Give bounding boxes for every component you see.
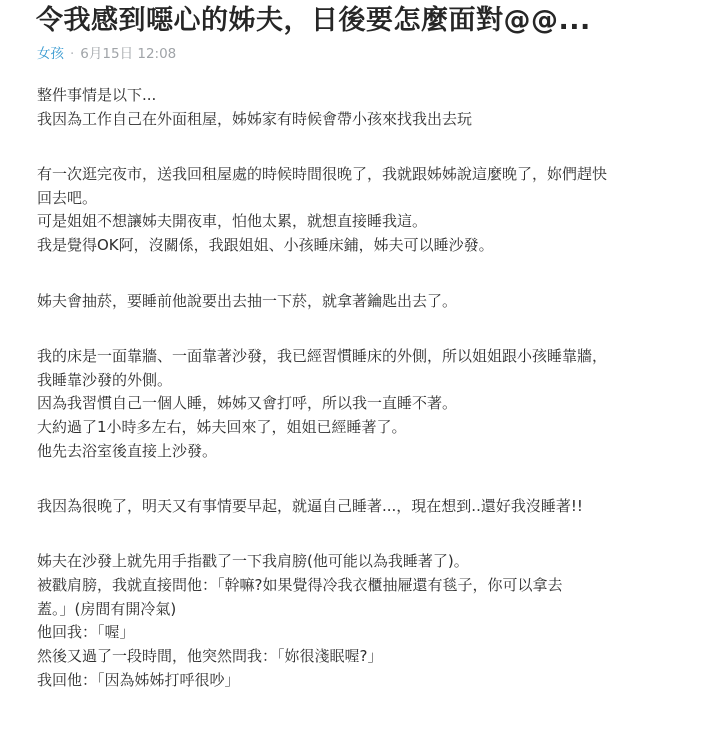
blank-line [37, 519, 677, 543]
blank-line [37, 258, 677, 282]
blank-line [37, 313, 677, 337]
paragraph-gap [37, 282, 677, 290]
body-line: 我睡靠沙發的外側。 [37, 370, 173, 389]
body-line: 姊夫會抽菸，要睡前他說要出去抽一下菸，就拿著鑰匙出去了。 [37, 291, 458, 310]
blank-line [37, 131, 677, 155]
body-line: 我因為工作自己在外面租屋，姊姊家有時候會帶小孩來找我出去玩 [37, 109, 473, 128]
post-title: 令我感到噁心的姊夫，日後要怎麼面對@@... [36, 5, 591, 36]
body-line: 有一次逛完夜市，送我回租屋處的時候時間很晚了，我就跟姊姊說這麼晚了，妳們趕快 [37, 165, 608, 184]
post-body [37, 84, 677, 693]
body-line: 他先去浴室後直接上沙發。 [37, 441, 218, 460]
post-timestamp: 6月15日 12:08 [80, 46, 177, 62]
body-line: 我因為很晚了，明天又有事情要早起，就逼自己睡著...，現在想到..還好我沒睡著!! [37, 497, 583, 515]
meta-separator: · [70, 46, 75, 62]
body-line: 我回他：「因為姊姊打呼很吵」 [37, 670, 240, 689]
author-link[interactable]: 女孩 [37, 46, 64, 62]
body-line: 回去吧。 [37, 188, 98, 207]
body-line: 可是姐姐不想讓姊夫開夜車，怕他太累，就想直接睡我這。 [37, 212, 428, 231]
paragraph-gap [37, 542, 677, 550]
body-line: 蓋。」(房間有開冷氣) [37, 599, 177, 618]
body-line: 整件事情是以下... [37, 86, 157, 104]
body-line: 他回我：「喔」 [37, 623, 135, 642]
paragraph-gap [37, 487, 677, 495]
body-line: 我是覺得OK阿，沒關係，我跟姐姐、小孩睡床鋪，姊夫可以睡沙發。 [37, 236, 494, 255]
body-line: 因為我習慣自己一個人睡，姊姊又會打呼，所以我一直睡不著。 [37, 394, 458, 413]
paragraph-gap [37, 155, 677, 163]
body-line: 大約過了1小時多左右，姊夫回來了，姐姐已經睡著了。 [37, 417, 407, 436]
paragraph-gap [37, 337, 677, 345]
body-line: 然後又過了一段時間，他突然問我：「妳很淺眠喔?」 [37, 647, 383, 666]
body-line: 姊夫在沙發上就先用手指戳了一下我肩膀(他可能以為我睡著了)。 [37, 552, 469, 571]
post-meta [37, 44, 176, 64]
body-line: 我的床是一面靠牆、一面靠著沙發，我已經習慣睡床的外側，所以姐姐跟小孩睡靠牆， [37, 346, 608, 365]
body-line: 被戳肩膀，我就直接問他：「幹嘛?如果覺得冷我衣櫃抽屜還有毯子，你可以拿去 [37, 576, 563, 595]
blank-line [37, 463, 677, 487]
